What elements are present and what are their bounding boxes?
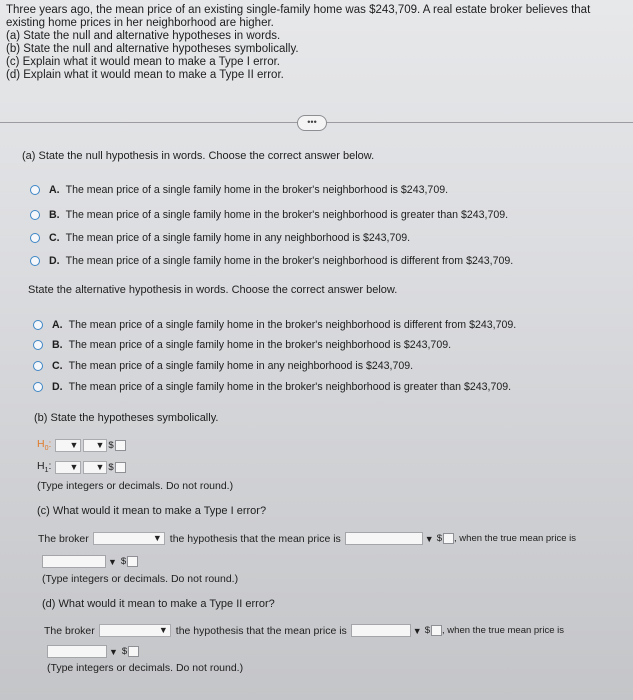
h1-operator-dropdown[interactable] (83, 461, 107, 474)
option-text: The mean price of a single family home in the broker's neighborhood is $243,709. (65, 184, 449, 196)
true-mean-text: , when the true mean price is (442, 625, 564, 636)
part-d-note: (Type integers or decimals. Do not round.) (47, 662, 244, 674)
chevron-down-icon: ▼ (69, 439, 79, 450)
option-text: The mean price of a single family home in any neighborhood is $243,709. (68, 360, 414, 372)
hypothesis-text: the hypothesis that the mean price is (175, 624, 347, 637)
question-header (6, 4, 628, 82)
type1-action-dropdown[interactable] (93, 532, 165, 545)
type1-true-value-input[interactable] (127, 556, 138, 567)
h0-row (37, 438, 126, 452)
question-part-b: (b) State the null and alternative hypotheses symbolically. (6, 43, 299, 55)
dollar-sign: $ (108, 461, 114, 473)
hypothesis-text: the hypothesis that the mean price is (169, 532, 341, 545)
alt-option-a[interactable] (33, 316, 516, 334)
option-letter: C. (49, 232, 60, 244)
radio-icon[interactable] (30, 185, 40, 195)
chevron-down-icon[interactable]: ▼ (108, 556, 117, 567)
chevron-down-icon: ▼ (158, 625, 168, 635)
alt-option-b[interactable] (33, 336, 516, 354)
chevron-down-icon: ▼ (152, 533, 162, 543)
radio-icon[interactable] (33, 361, 43, 371)
option-letter: D. (49, 255, 60, 267)
radio-icon[interactable] (30, 256, 40, 266)
h0-operator-dropdown[interactable] (83, 439, 107, 452)
h1-label: $H_1$: (37, 460, 52, 475)
null-hypothesis-prompt: (a) State the null hypothesis in words. Choose the correct answer below. (22, 150, 375, 162)
option-letter: C. (52, 360, 63, 372)
null-option-c[interactable] (30, 229, 513, 247)
alt-option-c[interactable] (33, 357, 516, 375)
radio-icon[interactable] (30, 210, 40, 220)
chevron-down-icon: ▼ (95, 461, 105, 472)
h1-row (37, 460, 126, 474)
type2-true-dropdown[interactable] (47, 645, 107, 658)
type2-action-dropdown[interactable] (99, 624, 171, 637)
h0-parameter-dropdown[interactable] (55, 439, 81, 452)
broker-label: The broker (44, 624, 95, 637)
broker-label: The broker (38, 532, 89, 545)
alt-options-group (33, 316, 516, 396)
question-intro: Three years ago, the mean price of an existing single-family home was $243,709. A real estate broker believes that existing home prices in her neighborhood are higher. (6, 4, 591, 29)
radio-icon[interactable] (30, 233, 40, 243)
expand-more-button[interactable]: ••• (297, 115, 327, 131)
part-c-note: (Type integers or decimals. Do not round.) (42, 573, 239, 585)
radio-icon[interactable] (33, 320, 43, 330)
alt-option-d[interactable] (33, 378, 516, 396)
chevron-down-icon: ▼ (95, 439, 105, 450)
type1-value-dropdown[interactable] (345, 532, 423, 545)
type2-second-row (47, 645, 139, 658)
h1-parameter-dropdown[interactable] (55, 461, 81, 474)
type2-value-input[interactable] (431, 625, 442, 636)
dollar-sign: $ (424, 625, 431, 636)
question-part-d: (d) Explain what it would mean to make a Type II error. (6, 69, 284, 81)
dollar-sign: $ (120, 556, 127, 567)
null-option-a[interactable] (30, 181, 513, 199)
option-letter: B. (49, 209, 60, 221)
part-b-prompt: (b) State the hypotheses symbolically. (34, 412, 219, 424)
h1-value-input[interactable] (115, 462, 126, 473)
chevron-down-icon: ▼ (69, 461, 79, 472)
part-d-prompt: (d) What would it mean to make a Type II error? (42, 598, 275, 610)
dollar-sign: $ (121, 646, 128, 657)
part-c-prompt: (c) What would it mean to make a Type I error? (37, 505, 267, 517)
question-part-c: (c) Explain what it would mean to make a Type I error. (6, 56, 280, 68)
null-options-group (30, 181, 513, 270)
radio-icon[interactable] (33, 382, 43, 392)
chevron-down-icon[interactable]: ▼ (424, 533, 434, 544)
dollar-sign: $ (108, 439, 114, 451)
option-letter: A. (52, 319, 63, 331)
option-text: The mean price of a single family home in the broker's neighborhood is different from $243,709. (68, 319, 517, 331)
type1-true-dropdown[interactable] (42, 555, 106, 568)
null-option-d[interactable] (30, 252, 513, 270)
option-text: The mean price of a single family home in the broker's neighborhood is greater than $243,709. (65, 209, 509, 221)
type1-value-input[interactable] (443, 533, 454, 544)
null-option-b[interactable] (30, 206, 513, 224)
option-letter: D. (52, 381, 63, 393)
h0-value-input[interactable] (115, 440, 126, 451)
dollar-sign: $ (436, 533, 443, 544)
true-mean-text: , when the true mean price is (454, 533, 576, 544)
chevron-down-icon[interactable]: ▼ (109, 646, 118, 657)
option-letter: A. (49, 184, 60, 196)
type2-true-value-input[interactable] (128, 646, 139, 657)
chevron-down-icon[interactable]: ▼ (412, 625, 422, 636)
option-text: The mean price of a single family home in the broker's neighborhood is $243,709. (68, 339, 452, 351)
type1-sentence-row (38, 532, 576, 545)
option-text: The mean price of a single family home in the broker's neighborhood is greater than $243,709. (68, 381, 512, 393)
question-part-a: (a) State the null and alternative hypotheses in words. (6, 30, 281, 42)
type2-value-dropdown[interactable] (351, 624, 411, 637)
radio-icon[interactable] (33, 340, 43, 350)
type1-second-row (42, 555, 138, 568)
option-text: The mean price of a single family home in any neighborhood is $243,709. (65, 232, 411, 244)
alt-hypothesis-prompt: State the alternative hypothesis in words. Choose the correct answer below. (28, 284, 398, 296)
type2-sentence-row (44, 624, 564, 637)
h0-label: $H_0$: (37, 438, 52, 453)
option-text: The mean price of a single family home in the broker's neighborhood is different from $243,709. (65, 255, 514, 267)
option-letter: B. (52, 339, 63, 351)
part-b-note: (Type integers or decimals. Do not round.) (37, 480, 234, 492)
